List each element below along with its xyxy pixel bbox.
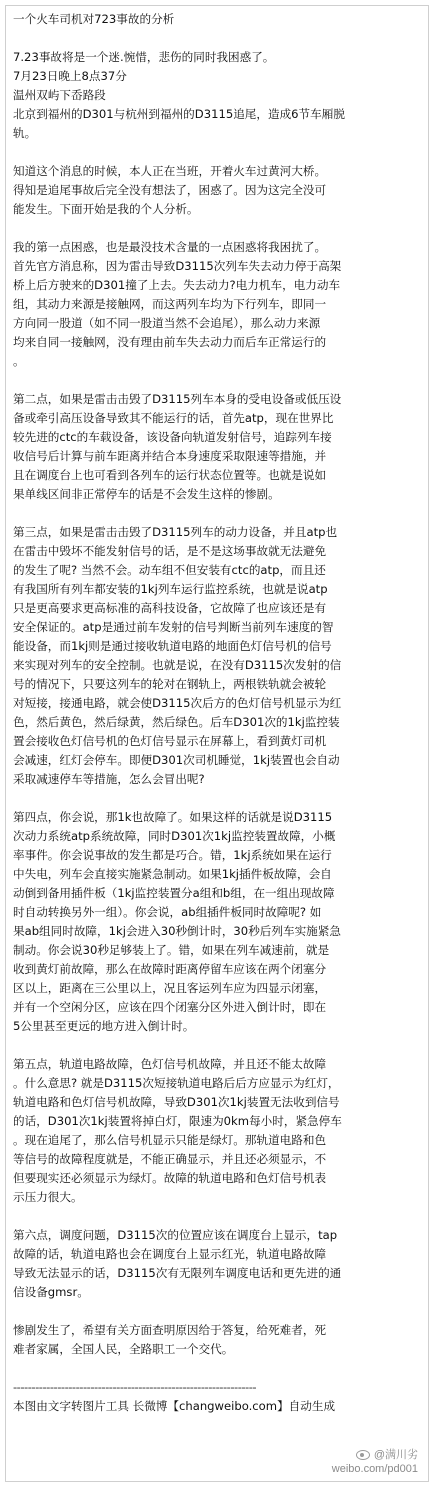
text-line: 能发生。下面开始是我的个人分析。 <box>13 202 199 216</box>
text-line: 安全保证的。atp是通过前车发射的信号判断当前列车速度的智 <box>13 620 334 634</box>
text-line: 故障的话，轨道电路也会在调度台上显示红光，轨道电路故障 <box>13 1247 327 1261</box>
paragraph-gap <box>13 1207 421 1226</box>
paragraph-gap <box>13 504 421 523</box>
text-line: 第二点，如果是雷击击毁了D3115列车本身的受电设备或低压设 <box>13 392 342 406</box>
text-line: 动倒到备用插件板（1kj监控装置分a组和b组，在一组出现故障 <box>13 886 335 900</box>
paragraph-container <box>13 48 421 1378</box>
text-line: 轨。 <box>13 126 37 140</box>
paragraph-gap <box>13 1302 421 1321</box>
watermark-user: @满川劣 <box>373 1449 418 1461</box>
text-line: 只是更高要求更高标准的高科技设备，它故障了也应该还是有 <box>13 601 327 615</box>
article-title: 一个火车司机对723事故的分析 <box>13 12 175 26</box>
text-line: 第四点，你会说，那1k也故障了。如果这样的话就是说D3115 <box>13 810 333 824</box>
text-line: 第五点，轨道电路故障，色灯信号机故障，并且还不能太故障 <box>13 1057 327 1071</box>
text-line: 果ab组同时故障，1kj会进入30秒倒计时，30秒后列车实施紧急 <box>13 924 341 938</box>
text-line: 制动。你会说30秒足够装上了。错，如果在列车减速前，就是 <box>13 943 330 957</box>
paragraph-gap <box>13 1359 421 1378</box>
text-line: 但要现实还必须显示为绿灯。故障的轨道电路和色灯信号机表 <box>13 1171 327 1185</box>
text-line: 备或牵引高压设备导致其不能运行的话，首先atp，现在世界比 <box>13 411 334 425</box>
watermark-url: weibo.com/pd001 <box>331 1463 418 1475</box>
text-line: 能设备，而1kj则是通过接收轨道电路的地面色灯信号机的信号 <box>13 639 332 653</box>
footer-divider: ------------------------------------------------------------------ <box>13 1380 257 1394</box>
text-line: 时自动转换另外一组）。你会说，ab组插件板同时故障呢? 如 <box>13 905 322 919</box>
text-line: 收到黄灯前故障，那么在故障时距离停留车应该在两个闭塞分 <box>13 962 327 976</box>
text-line: 号的情况下，只要这列车的轮对在钢轨上，两根铁轨就会被轮 <box>13 677 327 691</box>
text-line: 的发生了呢? 当然不会。动车组不但安装有ctc的atp，而且还 <box>13 563 326 577</box>
text-line: 率事件。你会说事故的发生都是巧合。错，1kj系统如果在运行 <box>13 848 332 862</box>
text-line: 第三点，如果是雷击击毁了D3115列车的动力设备，并且atp也 <box>13 525 338 539</box>
weibo-eye-icon <box>356 1450 370 1460</box>
text-line: 。什么意思? 就是D3115次短接轨道电路后后方应显示为红灯， <box>13 1076 340 1090</box>
text-line: 桥上后方驶来的D301撞了上去。失去动力?电力机车，电力动车 <box>13 278 341 292</box>
paragraph-gap <box>13 143 421 162</box>
generator-credit: 本图由文字转图片工具 长微博【changweibo.com】自动生成 <box>13 1399 336 1413</box>
weibo-watermark <box>332 1448 418 1476</box>
text-line: 来实现对列车的安全控制。也就是说，在没有D3115次发射的信 <box>13 658 342 672</box>
text-line: 在雷击中毁坏不能发射信号的话，是不是这场事故就无法避免 <box>13 544 327 558</box>
text-line: 的话，D301次1kj装置将掉白灯，限速为0km每小时，紧急停车 <box>13 1114 342 1128</box>
text-line: 信设备gmsr。 <box>13 1285 89 1299</box>
text-line: 次动力系统atp系统故障，同时D301次1kj监控装置故障，小概 <box>13 829 336 843</box>
long-weibo-image <box>5 5 429 1482</box>
text-line: 对短接，接通电路，就会使D3115次后方的色灯信号机显示为红 <box>13 696 342 710</box>
text-line: 采取减速停车等措施，怎么会冒出呢? <box>13 772 205 786</box>
text-line: 得知是追尾事故后完全没有想法了，困惑了。因为这完全没可 <box>13 183 327 197</box>
text-line: 7月23日晚上8点37分 <box>13 69 127 83</box>
text-line: 7.23事故将是一个迷.惋惜，悲伤的同时我困惑了。 <box>13 50 275 64</box>
paragraph-gap <box>13 29 421 48</box>
text-line: 收信号后计算与前车距离并结合本身速度采取限速等措施，并 <box>13 449 327 463</box>
paragraph-gap <box>13 1036 421 1055</box>
text-line: 难者家属，全国人民，全路职工一个交代。 <box>13 1342 234 1356</box>
text-line: 方向同一股道（如不同一股道当然不会追尾），那么动力来源 <box>13 316 321 330</box>
text-line: 等信号的故障程度就是，不能正确显示，并且还必须显示，不 <box>13 1152 327 1166</box>
text-line: 。 <box>13 354 25 368</box>
text-line: 首先官方消息称，因为雷击导致D3115次列车失去动力停于高架 <box>13 259 342 273</box>
text-line: 知道这个消息的时候，本人正在当班，开着火车过黄河大桥。 <box>13 164 327 178</box>
text-line: 色，然后黄色，然后绿黄，然后绿色。后车D301次的1kj监控装 <box>13 715 340 729</box>
text-line: 会减速，红灯会停车。即便D301次司机睡觉，1kj装置也会自动 <box>13 753 340 767</box>
paragraph-gap <box>13 371 421 390</box>
text-line: 北京到福州的D301与杭州到福州的D3115追尾，造成6节车厢脱 <box>13 107 345 121</box>
watermark-user-row <box>332 1448 418 1462</box>
article-body <box>6 6 428 1416</box>
paragraph-gap <box>13 789 421 808</box>
text-line: 示压力很大。 <box>13 1190 83 1204</box>
text-line: 温州双屿下岙路段 <box>13 88 106 102</box>
text-line: 并有一个空闲分区，应该在四个闭塞分区外进入倒计时，即在 <box>13 1000 327 1014</box>
text-line: 轨道电路和色灯信号机故障，导致D301次1kj装置无法收到信号 <box>13 1095 340 1109</box>
paragraph-gap <box>13 219 421 238</box>
text-line: 有我国所有列车都安装的1kj列车运行监控系统，也就是说atp <box>13 582 328 596</box>
text-line: 较先进的ctc的车载设备，该设备向轨道发射信号，追踪列车接 <box>13 430 332 444</box>
text-line: 均来自同一接触网，没有理由前车失去动力而后车正常运行的 <box>13 335 327 349</box>
text-line: 置会接收色灯信号机的色灯信号显示在屏幕上，看到黄灯司机 <box>13 734 327 748</box>
text-line: 5公里甚至更远的地方进入倒计时。 <box>13 1019 195 1033</box>
text-line: 果单线区间非正常停车的话是不会发生这样的惨剧。 <box>13 487 280 501</box>
text-line: 组，其动力来源是接触网，而这两列车均为下行列车，即同一 <box>13 297 327 311</box>
text-line: 导致无法显示的话，D3115次有无限列车调度电话和更先进的通 <box>13 1266 342 1280</box>
text-line: 。现在追尾了，那么信号机显示只能是绿灯。那轨道电路和色 <box>13 1133 327 1147</box>
text-line: 我的第一点困惑，也是最没技术含量的一点困惑将我困扰了。 <box>13 240 327 254</box>
text-line: 第六点，调度问题，D3115次的位置应该在调度台上显示，tap <box>13 1228 338 1242</box>
text-line: 中失电，列车会直接实施紧急制动。如果1kj插件板故障，会自 <box>13 867 332 881</box>
text-line: 且在调度台上也可看到各列车的运行状态位置等。也就是说如 <box>13 468 327 482</box>
text-line: 惨剧发生了，希望有关方面查明原因给于答复，给死难者，死 <box>13 1323 327 1337</box>
text-line: 区以上，距离在三公里以上，况且客运列车应为四显示闭塞， <box>13 981 327 995</box>
